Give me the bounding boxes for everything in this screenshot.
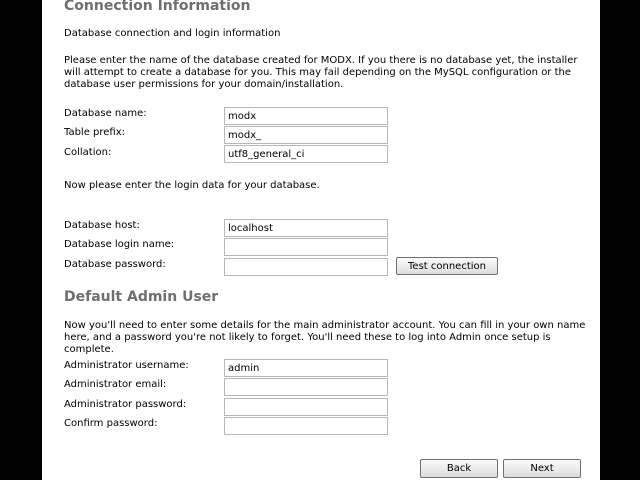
next-button[interactable]: Next bbox=[503, 459, 581, 478]
db-host-input[interactable] bbox=[224, 219, 388, 237]
connection-title: Connection Information bbox=[64, 0, 251, 14]
db-login-name-label: Database login name: bbox=[64, 239, 175, 250]
confirm-password-input[interactable] bbox=[224, 417, 388, 435]
admin-intro: Now you'll need to enter some details for the main administrator account. You can fill in your own name here, and a password you're not likely to forget. You'll need these to log into Admin once setup is complete. bbox=[64, 320, 586, 355]
db-host-label: Database host: bbox=[64, 220, 140, 231]
connection-intro: Please enter the name of the database created for MODX. If you there is no database yet, the installer will attempt to create a database for you. This may fail depending on the MySQL configuration or the database user permissions for your domain/installation. bbox=[64, 55, 578, 90]
login-intro: Now please enter the login data for your database. bbox=[64, 180, 320, 191]
collation-label: Collation: bbox=[64, 147, 112, 158]
test-connection-button[interactable]: Test connection bbox=[396, 257, 498, 275]
admin-username-label: Administrator username: bbox=[64, 360, 189, 371]
admin-title: Default Admin User bbox=[64, 289, 219, 305]
db-password-label: Database password: bbox=[64, 259, 166, 270]
table-prefix-label: Table prefix: bbox=[64, 127, 126, 138]
confirm-password-label: Confirm password: bbox=[64, 418, 158, 429]
admin-email-label: Administrator email: bbox=[64, 379, 167, 390]
db-password-input[interactable] bbox=[224, 258, 388, 276]
admin-password-input[interactable] bbox=[224, 398, 388, 416]
collation-input[interactable] bbox=[224, 145, 388, 163]
admin-password-label: Administrator password: bbox=[64, 399, 187, 410]
connection-subtitle: Database connection and login information bbox=[64, 28, 281, 39]
admin-email-input[interactable] bbox=[224, 378, 388, 396]
db-login-name-input[interactable] bbox=[224, 238, 388, 256]
back-button[interactable]: Back bbox=[420, 459, 498, 478]
db-name-input[interactable] bbox=[224, 107, 388, 125]
table-prefix-input[interactable] bbox=[224, 126, 388, 144]
db-name-label: Database name: bbox=[64, 108, 147, 119]
admin-username-input[interactable] bbox=[224, 359, 388, 377]
